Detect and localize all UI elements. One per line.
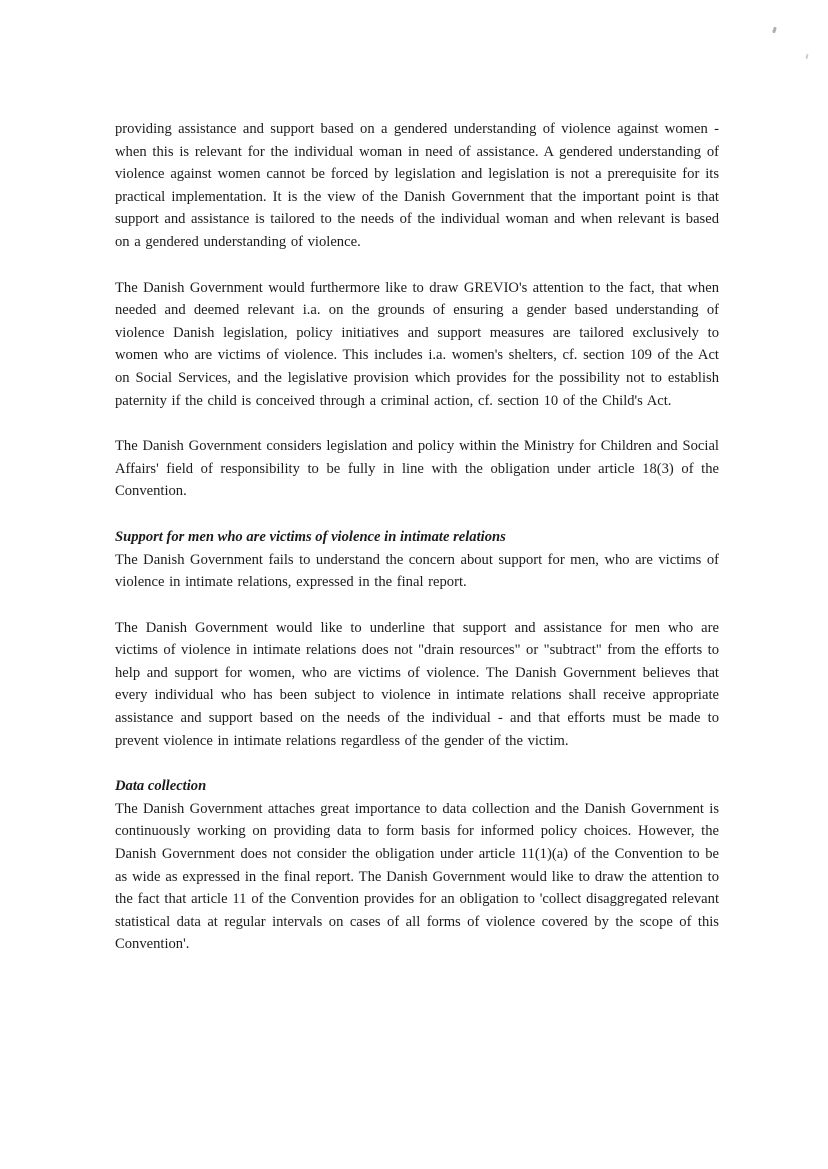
paragraph-drain-resources: The Danish Government would like to underline that support and assistance for men who are victims of violence in intimate relations does not "drain resources" or "subtract" from the efforts to help and support for women, who are victims of violence. The Danish Government believes that every individual who has been subject to violence in intimate relations shall receive appropriate assistance and support based on the needs of the individual - and that efforts must be made to prevent violence in intimate relations regardless of the gender of the victim.	[115, 619, 719, 749]
section-heading-data-collection: Data collection	[115, 778, 207, 795]
scan-artifact-mark	[806, 54, 809, 59]
paragraph-data-collection: The Danish Government attaches great importance to data collection and the Danish Government is continuously working on providing data to form basis for informed policy choices. However, the Danish Government does not consider the obligation under article 11(1)(a) of the Convention to be as wide as expressed in the final report. The Danish Government would like to draw the attention to the fact that article 11 of the Convention provides for an obligation to 'collect disaggregated relevant statistical data at regular intervals on cases of all forms of violence covered by the scope of this Convention'.	[115, 800, 719, 953]
paragraph-fails-to-understand: The Danish Government fails to understand the concern about support for men, who are victims of violence in intimate relations, expressed in the final report.	[115, 551, 719, 591]
scan-artifact-mark	[772, 27, 777, 34]
document-body	[115, 118, 719, 979]
paragraph-ministry-children-social-affairs: The Danish Government considers legislation and policy within the Ministry for Children and Social Affairs' field of responsibility to be fully in line with the obligation under article 18(3) of the Convention.	[115, 438, 719, 500]
paragraph-grevio-attention: The Danish Government would furthermore like to draw GREVIO's attention to the fact, that when needed and deemed relevant i.a. on the grounds of ensuring a gender based understanding of violence Danish legislation, policy initiatives and support measures are tailored exclusively to women who are victims of violence. This includes i.a. women's shelters, cf. section 109 of the Act on Social Services, and the legislative provision which provides for the possibility not to establish paternity if the child is conceived through a criminal action, cf. section 10 of the Child's Act.	[115, 279, 719, 409]
section-heading-support-for-men: Support for men who are victims of violence in intimate relations	[115, 528, 506, 545]
paragraph-gendered-understanding: providing assistance and support based on a gendered understanding of violence against women - when this is relevant for the individual woman in need of assistance. A gendered understanding of violence against women cannot be forced by legislation and legislation is not a prerequisite for its practical implementation. It is the view of the Danish Government that the important point is that support and assistance is tailored to the needs of the individual woman and when relevant is based on a gendered understanding of violence.	[115, 121, 719, 250]
